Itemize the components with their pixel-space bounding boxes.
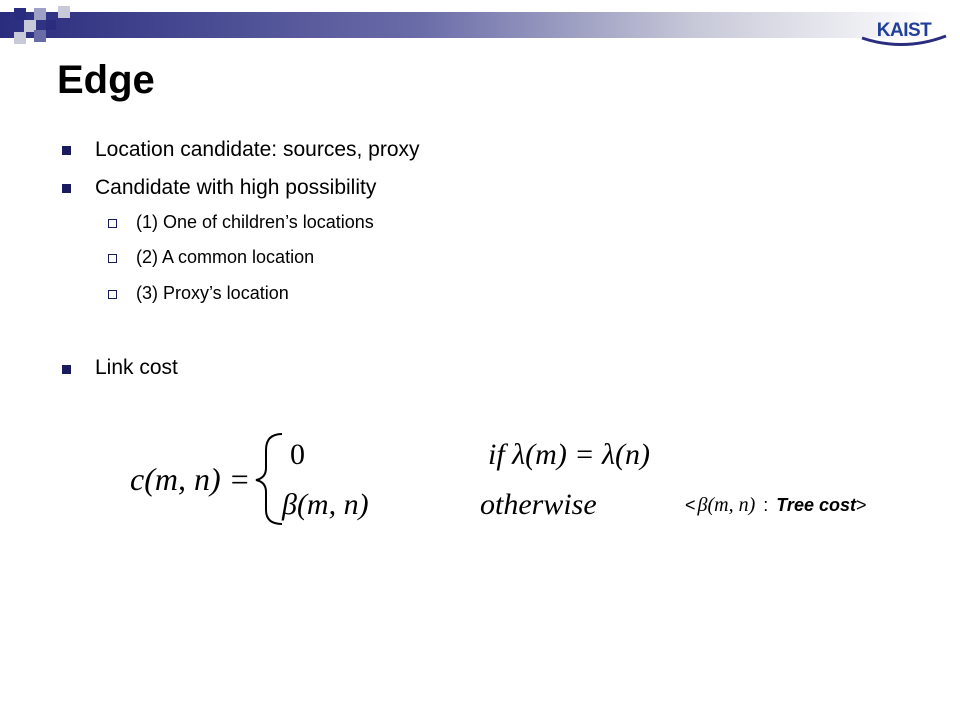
note-symbol: β(m, n) (697, 493, 756, 516)
sub-bullet-marker (108, 290, 117, 299)
bullet-marker (62, 365, 71, 374)
formula-lhs: c(m, n) = (130, 461, 251, 497)
decor-square (34, 30, 46, 42)
slide-title: Edge (57, 58, 155, 102)
sub-bullet-text: (3) Proxy’s location (136, 283, 289, 303)
header-gradient-bar (0, 12, 935, 38)
sub-bullet-marker (108, 254, 117, 263)
formula-case1-value: 0 (290, 438, 305, 471)
sub-bullet-text: (1) One of children’s locations (136, 212, 374, 232)
link-cost-formula (130, 428, 690, 528)
note-open-bracket: < (685, 494, 696, 515)
decor-square (46, 20, 56, 30)
bullet-marker (62, 146, 71, 155)
bullet-text: Candidate with high possibility (95, 176, 377, 199)
sub-bullet-marker (108, 219, 117, 228)
bullet-text: Location candidate: sources, proxy (95, 138, 420, 161)
kaist-logo (858, 14, 950, 54)
decor-square (14, 32, 26, 44)
formula-case1-condition: if λ(m) = λ(n) (488, 438, 651, 471)
decor-square (34, 8, 46, 20)
sub-bullet-text: (2) A common location (136, 247, 315, 267)
formula-brace (256, 434, 282, 524)
bullet-marker (62, 184, 71, 193)
formula-case2-value: β(m, n) (282, 488, 369, 521)
bullet-text: Link cost (95, 356, 178, 379)
decor-square (14, 8, 26, 20)
decor-square (58, 6, 70, 18)
note-separator: : (763, 494, 769, 515)
note-label: Tree cost (776, 494, 856, 515)
formula-case2-condition: otherwise (480, 488, 597, 521)
note-close-bracket: > (855, 494, 867, 515)
tree-cost-note (685, 488, 925, 522)
svg-text:KAIST: KAIST (876, 20, 932, 41)
